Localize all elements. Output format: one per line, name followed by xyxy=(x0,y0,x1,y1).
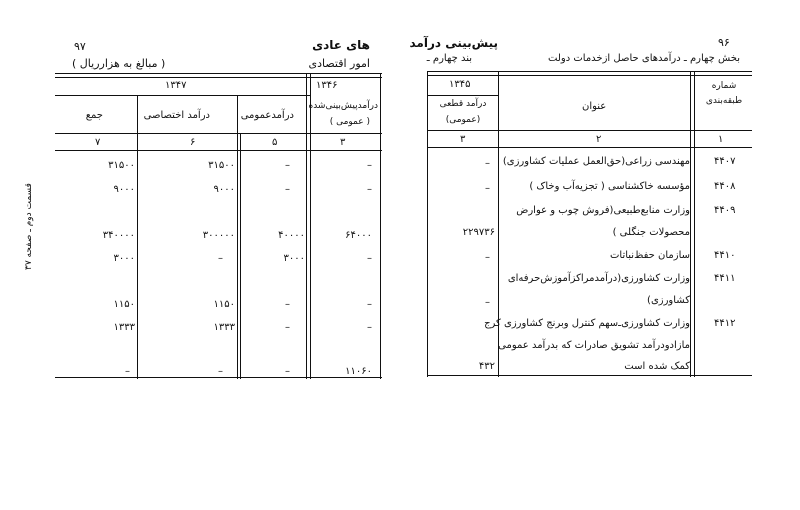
col-definite: درآمد قطعی xyxy=(439,99,487,109)
year-1346: ۱۳۴۶ xyxy=(316,80,338,91)
right-table-header-rule xyxy=(427,130,752,131)
left-table-right-edge xyxy=(380,73,381,379)
left-row-4-c6: – xyxy=(218,253,223,264)
col-projected-general: درآمدپیش‌بینی‌شده xyxy=(308,101,378,111)
left-table-divider-total xyxy=(137,95,138,379)
left-row-6-c6: ۱۳۳۳ xyxy=(213,322,235,333)
right-table-divider-code xyxy=(690,71,695,377)
left-row-1-c5: – xyxy=(285,160,290,171)
right-row-4-value: ۲۲۹۷۳۶ xyxy=(462,227,495,238)
col-number-1: ۱ xyxy=(718,134,724,145)
right-row-8-title: وزارت کشاورزی‌ـ‌سهم کنترل وبرنج کشاورزی کرج xyxy=(484,318,690,329)
left-page-number: ۹۷ xyxy=(74,40,86,53)
right-table-top-rule xyxy=(427,71,752,76)
col-number-5: ۵ xyxy=(272,137,278,148)
left-row-7-c5: – xyxy=(285,366,290,377)
col-number-3: ۳ xyxy=(340,137,346,148)
right-row-1-title: مهندسی زراعی(حق‌العمل عملیات کشاورزی) xyxy=(502,156,690,167)
right-row-7-value: – xyxy=(485,297,490,308)
right-row-2-value: – xyxy=(485,183,490,194)
right-table-left-edge xyxy=(427,71,428,377)
left-row-5-c6: ۱۱۵۰ xyxy=(213,299,235,310)
right-row-5-value: – xyxy=(485,252,490,263)
left-page-title: های عادی xyxy=(312,38,370,52)
left-table-divider-general xyxy=(240,133,241,379)
left-row-2-c6: ۹۰۰۰ xyxy=(213,184,235,195)
left-row-1-c3: – xyxy=(367,160,372,171)
col-number-2: ۲ xyxy=(596,134,602,145)
right-row-5-title: سازمان حفظ‌نباتات xyxy=(609,250,690,261)
left-row-7-c3: ۱۱۰۶۰ xyxy=(345,366,372,377)
right-row-4-title: محصولات جنگلی ) xyxy=(612,227,690,238)
right-row-3-title: وزارت منابع‌طبیعی(فروش چوب و عوارض xyxy=(516,205,690,216)
col-classification-2: طبقه‌بندی xyxy=(705,96,743,106)
right-row-3-code: ۴۴۰۹ xyxy=(714,205,736,216)
left-table-year-rule xyxy=(55,95,310,96)
col-definite-2: (عمومی) xyxy=(445,115,481,125)
right-page-number: ۹۶ xyxy=(718,36,730,49)
col-number-3-right: ۳ xyxy=(460,134,466,145)
right-row-6-title: وزارت کشاورزی(درآمدمراکزآموزش‌حرفه‌ای xyxy=(507,273,690,284)
left-table-top-rule xyxy=(55,73,382,78)
left-row-5-c5: – xyxy=(285,299,290,310)
left-row-6-c3: – xyxy=(367,322,372,333)
right-row-2-code: ۴۴۰۸ xyxy=(714,181,736,192)
left-row-3-c7: ۳۴۰۰۰۰ xyxy=(102,230,135,241)
left-page-subtitle: امور اقتصادی xyxy=(308,57,370,70)
col-special-revenue: درآمد اختصاصی xyxy=(143,110,210,121)
right-page-subtitle-2: بند چهارم ـ xyxy=(426,53,472,64)
left-row-3-c6: ۳۰۰۰۰۰ xyxy=(202,230,235,241)
left-row-2-c5: – xyxy=(285,184,290,195)
left-row-2-c3: – xyxy=(367,184,372,195)
col-projected-general-2: ( عمومی ) xyxy=(329,117,370,127)
left-row-3-c5: ۴۰۰۰۰ xyxy=(278,230,305,241)
col-classification: شماره xyxy=(711,81,737,91)
unit-note: ( مبالغ به هزارریال ) xyxy=(72,57,166,70)
right-row-1-value: – xyxy=(485,158,490,169)
right-table-bottom-rule xyxy=(427,375,752,376)
right-row-10-value: ۴۳۲ xyxy=(478,361,495,372)
left-row-7-c7: – xyxy=(125,366,130,377)
right-row-5-code: ۴۴۱۰ xyxy=(714,250,736,261)
left-table-divider-special xyxy=(237,95,238,379)
col-number-7: ۷ xyxy=(95,137,101,148)
left-row-6-c5: – xyxy=(285,322,290,333)
left-row-1-c7: ۳۱۵۰۰ xyxy=(108,160,135,171)
left-row-5-c3: – xyxy=(367,299,372,310)
left-row-6-c7: ۱۳۳۳ xyxy=(113,322,135,333)
left-row-4-c7: ۳۰۰۰ xyxy=(113,253,135,264)
right-row-2-title: مؤسسه خاکشناسی ( تجزیه‌آب وخاک ) xyxy=(529,181,690,192)
left-table-header-rule xyxy=(55,133,382,134)
right-table-year-rule xyxy=(427,95,498,96)
right-page-subtitle: بخش چهارم ـ درآمدهای حاصل ازخدمات دولت xyxy=(548,53,740,64)
left-row-2-c7: ۹۰۰۰ xyxy=(113,184,135,195)
right-row-1-code: ۴۴۰۷ xyxy=(714,156,736,167)
left-row-5-c7: ۱۱۵۰ xyxy=(113,299,135,310)
col-total: جمع xyxy=(85,110,103,121)
left-row-7-c6: – xyxy=(218,366,223,377)
col-title: عنوان xyxy=(582,101,607,112)
right-row-10-title: کمک شده است xyxy=(624,361,690,372)
left-row-4-c3: – xyxy=(367,253,372,264)
left-table-colnum-rule xyxy=(55,150,382,151)
left-row-4-c5: ۳۰۰۰ xyxy=(283,253,305,264)
right-row-8-code: ۴۴۱۲ xyxy=(714,318,736,329)
right-page-title: پیش‌بینی درآمد xyxy=(409,36,498,50)
right-row-9-title: مازادودرآمد تشویق صادرات که بدرآمد عمومی xyxy=(498,340,690,351)
right-table-colnum-rule xyxy=(427,147,752,148)
col-number-6: ۶ xyxy=(190,137,196,148)
left-row-1-c6: ۳۱۵۰۰ xyxy=(208,160,235,171)
right-row-7-title: کشاورزی) xyxy=(647,295,690,306)
side-page-note: قسمت دوم ـ صفحه ۳۷ xyxy=(24,183,34,270)
right-row-6-code: ۴۴۱۱ xyxy=(714,273,736,284)
right-table-divider-value xyxy=(498,71,499,377)
col-general-revenue: درآمدعمومی xyxy=(240,110,294,121)
left-row-3-c3: ۶۴۰۰۰ xyxy=(345,230,372,241)
left-table-divider-1346 xyxy=(306,73,311,379)
year-1347: ۱۳۴۷ xyxy=(165,80,187,91)
col-year-1345: ۱۳۴۵ xyxy=(449,79,471,90)
